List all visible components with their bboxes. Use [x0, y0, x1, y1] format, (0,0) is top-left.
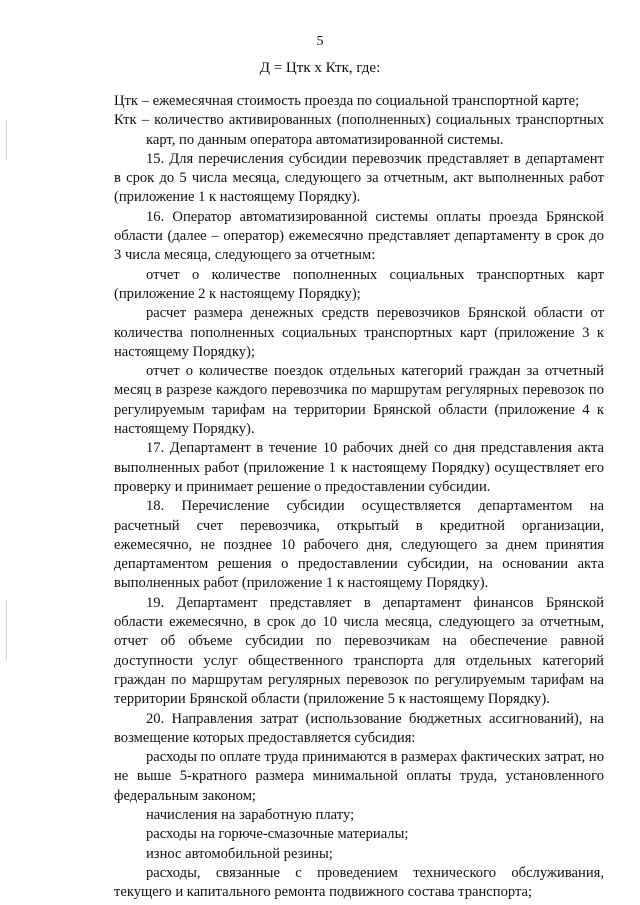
list-item: расходы, связанные с проведением технического обслуживания, текущего и капитального ремонта подвижного состава транспорта; [114, 864, 604, 901]
list-item: расходы на горюче-смазочные материалы; [146, 826, 409, 843]
scan-edge-mark [6, 600, 7, 660]
paragraph-15: 15. Для перечисления субсидии перевозчик представляет в департамент в срок до 5 числа месяца, следующего за отчетным, акт выполненных работ (приложение 1 к настоящему Порядку). [114, 150, 604, 206]
page-number: 5 [316, 34, 324, 49]
scan-edge-mark [6, 120, 7, 160]
list-item: расходы по оплате труда принимаются в размерах фактических затрат, но не выше 5-кратного размера минимальной оплаты труда, установленного федеральным законом; [114, 749, 604, 804]
document-body [114, 92, 604, 902]
paragraph-19: 19. Департамент представляет в департамент финансов Брянской области ежемесячно, в срок до 10 числа месяца, следующего за отчетным, отчет об объеме субсидии по перевозчикам на обеспечение равной доступности услуг общественного транспорта для отдельных категорий граждан по маршрутам регулярных перевозок по регулируемым тарифам на территории Брянской области (приложение 5 к настоящему Порядку). [114, 594, 604, 708]
formula: Д = Цтк х Ктк, где: [259, 60, 381, 76]
list-item: износ автомобильной резины; [146, 845, 333, 862]
list-item: начисления на заработную плату; [146, 806, 355, 823]
list-item: отчет о количестве поездок отдельных категорий граждан за отчетный месяц в разрезе каждого перевозчика по маршрутам регулярных перевозок по регулируемым тарифам на территории Брянской области (приложение 4 к настоящему Порядку). [114, 363, 604, 438]
paragraph-20: 20. Направления затрат (использование бюджетных ассигнований), на возмещение которых предоставляется субсидия: [114, 710, 604, 746]
list-item: расчет размера денежных средств перевозчиков Брянской области от количества пополненных социальных транспортных карт (приложение 3 к настоящему Порядку); [114, 305, 604, 360]
list-item: отчет о количестве пополненных социальных транспортных карт (приложение 2 к настоящему Порядку); [114, 266, 604, 302]
paragraph-ctk-definition: Цтк – ежемесячная стоимость проезда по социальной транспортной карте; [114, 93, 580, 109]
paragraph-17: 17. Департамент в течение 10 рабочих дней со дня представления акта выполненных работ (приложение 1 к настоящему Порядку) осуществляет его проверку и принимает решение о предоставлении субсидии. [114, 440, 604, 495]
paragraph-18: 18. Перечисление субсидии осуществляется департаментом на расчетный счет перевозчика, открытый в кредитной организации, ежемесячно, не позднее 10 рабочего дня, следующего за днем принятия департаментом решения о предоставлении субсидии, на основании акта выполненных работ (приложение 1 к настоящему Порядку). [114, 498, 604, 592]
paragraph-ktk-definition: Ктк – количество активированных (пополненных) социальных транспортных карт, по данным оператора автоматизированной системы. [114, 112, 604, 148]
paragraph-16: 16. Оператор автоматизированной системы оплаты проезда Брянской области (далее – оператор) ежемесячно представляет департаменту в срок до 3 числа месяца, следующего за отчетным: [114, 208, 604, 264]
